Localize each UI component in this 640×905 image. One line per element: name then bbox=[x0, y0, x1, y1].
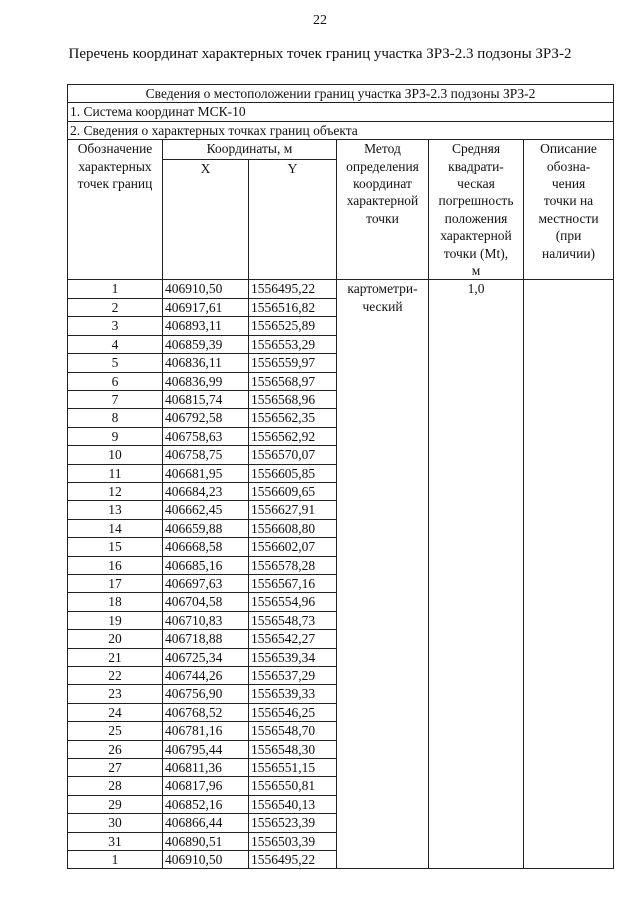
x-coordinate: 406659,88 bbox=[163, 519, 249, 537]
y-coordinate: 1556548,73 bbox=[249, 611, 337, 629]
point-number: 15 bbox=[68, 538, 163, 556]
point-number: 16 bbox=[68, 556, 163, 574]
description-header bbox=[524, 140, 614, 280]
y-coordinate: 1556609,65 bbox=[249, 482, 337, 500]
x-coordinate: 406893,11 bbox=[163, 317, 249, 335]
y-coordinate: 1556548,30 bbox=[249, 740, 337, 758]
x-header: X bbox=[163, 160, 249, 280]
point-number: 28 bbox=[68, 777, 163, 795]
header-line: Средняя bbox=[451, 141, 501, 157]
y-coordinate: 1556495,22 bbox=[249, 280, 337, 298]
point-number: 19 bbox=[68, 611, 163, 629]
table-row bbox=[68, 280, 614, 298]
y-coordinate: 1556568,96 bbox=[249, 390, 337, 408]
point-number: 31 bbox=[68, 832, 163, 850]
x-coordinate: 406910,50 bbox=[163, 851, 249, 869]
x-coordinate: 406917,61 bbox=[163, 298, 249, 316]
x-coordinate: 406836,99 bbox=[163, 372, 249, 390]
point-number: 8 bbox=[68, 409, 163, 427]
y-coordinate: 1556554,96 bbox=[249, 593, 337, 611]
points-info-row: 2. Сведения о характерных точках границ объекта bbox=[68, 121, 614, 139]
header-line: погрешность bbox=[438, 193, 514, 209]
method-line: картометри- bbox=[347, 281, 418, 297]
y-coordinate: 1556503,39 bbox=[249, 832, 337, 850]
x-coordinate: 406684,23 bbox=[163, 482, 249, 500]
header-line: ческая bbox=[457, 176, 495, 192]
page-number: 22 bbox=[313, 13, 327, 28]
header-line: (при bbox=[555, 228, 582, 244]
point-number: 26 bbox=[68, 740, 163, 758]
x-coordinate: 406662,45 bbox=[163, 501, 249, 519]
header-line: характерных bbox=[78, 158, 152, 174]
x-coordinate: 406836,11 bbox=[163, 354, 249, 372]
header-line: определения bbox=[346, 158, 419, 174]
y-coordinate: 1556553,29 bbox=[249, 335, 337, 353]
description-value bbox=[524, 280, 614, 869]
x-coordinate: 406685,16 bbox=[163, 556, 249, 574]
point-number: 4 bbox=[68, 335, 163, 353]
y-coordinate: 1556540,13 bbox=[249, 795, 337, 813]
y-coordinate: 1556562,35 bbox=[249, 409, 337, 427]
x-coordinate: 406668,58 bbox=[163, 538, 249, 556]
point-number: 18 bbox=[68, 593, 163, 611]
point-number: 14 bbox=[68, 519, 163, 537]
point-number: 13 bbox=[68, 501, 163, 519]
y-coordinate: 1556578,28 bbox=[249, 556, 337, 574]
point-number: 5 bbox=[68, 354, 163, 372]
point-number: 27 bbox=[68, 759, 163, 777]
y-coordinate: 1556627,91 bbox=[249, 501, 337, 519]
point-number: 12 bbox=[68, 482, 163, 500]
x-coordinate: 406781,16 bbox=[163, 722, 249, 740]
y-coordinate: 1556539,34 bbox=[249, 648, 337, 666]
coordinate-system-row: 1. Система координат МСК-10 bbox=[68, 103, 614, 121]
coordinates-header: Координаты, м bbox=[163, 140, 337, 160]
x-coordinate: 406768,52 bbox=[163, 703, 249, 721]
header-line: точки (Mt), bbox=[443, 245, 509, 261]
x-coordinate: 406697,63 bbox=[163, 574, 249, 592]
point-number: 10 bbox=[68, 446, 163, 464]
y-coordinate: 1556605,85 bbox=[249, 464, 337, 482]
x-coordinate: 406815,74 bbox=[163, 390, 249, 408]
point-number: 3 bbox=[68, 317, 163, 335]
error-value: 1,0 bbox=[429, 280, 524, 869]
point-number: 1 bbox=[68, 280, 163, 298]
y-coordinate: 1556570,07 bbox=[249, 446, 337, 464]
point-number: 24 bbox=[68, 703, 163, 721]
point-number: 6 bbox=[68, 372, 163, 390]
y-coordinate: 1556525,89 bbox=[249, 317, 337, 335]
y-coordinate: 1556551,15 bbox=[249, 759, 337, 777]
y-coordinate: 1556516,82 bbox=[249, 298, 337, 316]
point-number: 1 bbox=[68, 851, 163, 869]
y-coordinate: 1556495,22 bbox=[249, 851, 337, 869]
y-coordinate: 1556562,92 bbox=[249, 427, 337, 445]
point-number: 9 bbox=[68, 427, 163, 445]
y-coordinate: 1556542,27 bbox=[249, 630, 337, 648]
x-coordinate: 406890,51 bbox=[163, 832, 249, 850]
point-number: 21 bbox=[68, 648, 163, 666]
y-coordinate: 1556567,16 bbox=[249, 574, 337, 592]
x-coordinate: 406681,95 bbox=[163, 464, 249, 482]
header-line: чения bbox=[551, 176, 586, 192]
y-coordinate: 1556568,97 bbox=[249, 372, 337, 390]
y-header: Y bbox=[249, 160, 337, 280]
header-line: наличии) bbox=[542, 245, 596, 261]
y-coordinate: 1556559,97 bbox=[249, 354, 337, 372]
point-number: 17 bbox=[68, 574, 163, 592]
header-line: Обозначение bbox=[77, 141, 153, 157]
point-number: 22 bbox=[68, 667, 163, 685]
designation-header bbox=[68, 140, 163, 280]
point-number: 7 bbox=[68, 390, 163, 408]
x-coordinate: 406756,90 bbox=[163, 685, 249, 703]
method-header bbox=[337, 140, 429, 280]
y-coordinate: 1556550,81 bbox=[249, 777, 337, 795]
point-number: 20 bbox=[68, 630, 163, 648]
header-line: положения bbox=[444, 210, 508, 226]
x-coordinate: 406718,88 bbox=[163, 630, 249, 648]
header-line: обозна- bbox=[546, 158, 591, 174]
x-coordinate: 406852,16 bbox=[163, 795, 249, 813]
header-line: Метод bbox=[364, 141, 401, 157]
table-caption: Сведения о местоположении границ участка ЗРЗ-2.3 подзоны ЗРЗ-2 bbox=[68, 85, 614, 103]
y-coordinate: 1556548,70 bbox=[249, 722, 337, 740]
x-coordinate: 406817,96 bbox=[163, 777, 249, 795]
header-line: местности bbox=[538, 210, 599, 226]
method-value bbox=[337, 280, 429, 869]
y-coordinate: 1556602,07 bbox=[249, 538, 337, 556]
document-title: Перечень координат характерных точек границ участка ЗРЗ-2.3 подзоны ЗРЗ-2 bbox=[68, 46, 572, 62]
coordinates-table bbox=[67, 84, 614, 869]
x-coordinate: 406725,34 bbox=[163, 648, 249, 666]
x-coordinate: 406710,83 bbox=[163, 611, 249, 629]
point-number: 29 bbox=[68, 795, 163, 813]
header-line: точки на bbox=[543, 193, 594, 209]
x-coordinate: 406795,44 bbox=[163, 740, 249, 758]
header-line: квадрати- bbox=[448, 158, 504, 174]
x-coordinate: 406859,39 bbox=[163, 335, 249, 353]
x-coordinate: 406811,36 bbox=[163, 759, 249, 777]
x-coordinate: 406866,44 bbox=[163, 814, 249, 832]
y-coordinate: 1556523,39 bbox=[249, 814, 337, 832]
y-coordinate: 1556539,33 bbox=[249, 685, 337, 703]
x-coordinate: 406758,63 bbox=[163, 427, 249, 445]
header-line: координат bbox=[353, 176, 412, 192]
header-line: точек границ bbox=[77, 176, 153, 192]
header-line: характерной bbox=[440, 228, 512, 244]
x-coordinate: 406792,58 bbox=[163, 409, 249, 427]
error-header bbox=[429, 140, 524, 280]
point-number: 30 bbox=[68, 814, 163, 832]
x-coordinate: 406704,58 bbox=[163, 593, 249, 611]
y-coordinate: 1556608,80 bbox=[249, 519, 337, 537]
y-coordinate: 1556537,29 bbox=[249, 667, 337, 685]
y-coordinate: 1556546,25 bbox=[249, 703, 337, 721]
x-coordinate: 406758,75 bbox=[163, 446, 249, 464]
header-line: точки bbox=[366, 210, 399, 226]
header-line: м bbox=[471, 263, 481, 279]
point-number: 2 bbox=[68, 298, 163, 316]
x-coordinate: 406744,26 bbox=[163, 667, 249, 685]
x-coordinate: 406910,50 bbox=[163, 280, 249, 298]
point-number: 25 bbox=[68, 722, 163, 740]
point-number: 11 bbox=[68, 464, 163, 482]
point-number: 23 bbox=[68, 685, 163, 703]
header-line: Описание bbox=[540, 141, 597, 157]
method-line: ческий bbox=[362, 298, 403, 314]
header-line: характерной bbox=[346, 193, 419, 209]
